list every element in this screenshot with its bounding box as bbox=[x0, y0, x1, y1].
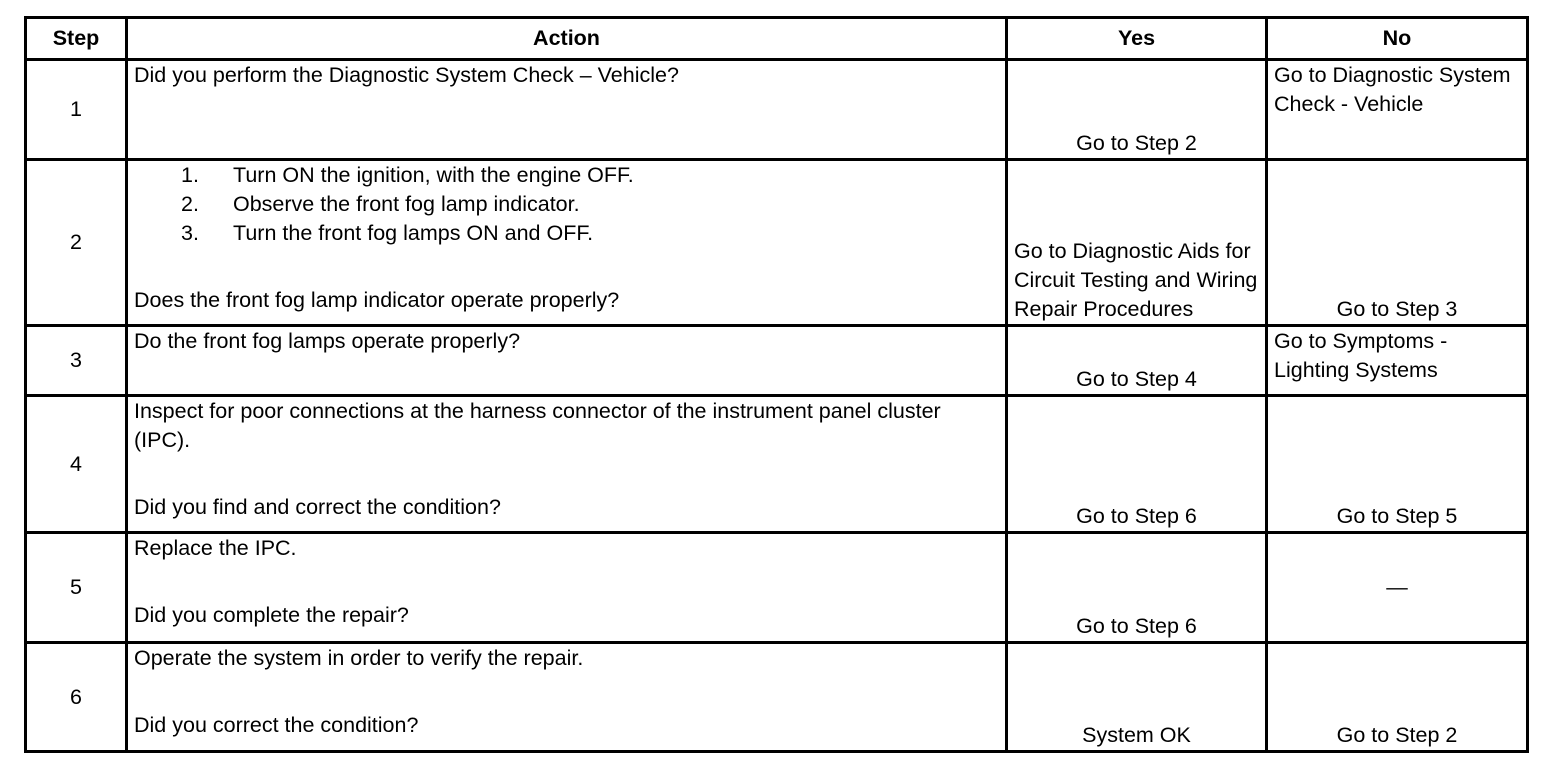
action-instruction: Operate the system in order to verify the repair. bbox=[134, 646, 584, 670]
step-number: 5 bbox=[26, 533, 127, 643]
list-number: 2. bbox=[181, 192, 199, 216]
action-steps-list bbox=[134, 161, 999, 248]
table-row bbox=[26, 326, 1528, 396]
action-instruction: Replace the IPC. bbox=[134, 536, 297, 560]
list-number: 3. bbox=[181, 221, 199, 245]
yes-cell: Go to Step 2 bbox=[1007, 60, 1267, 160]
action-cell bbox=[127, 60, 1007, 160]
step-number: 2 bbox=[26, 160, 127, 326]
list-number: 1. bbox=[181, 163, 199, 187]
table-row bbox=[26, 396, 1528, 533]
action-cell bbox=[127, 533, 1007, 643]
yes-cell: Go to Step 4 bbox=[1007, 326, 1267, 396]
action-question: Did you find and correct the condition? bbox=[134, 495, 501, 519]
list-item bbox=[181, 219, 999, 248]
action-cell bbox=[127, 643, 1007, 752]
table-row bbox=[26, 160, 1528, 326]
action-question: Did you complete the repair? bbox=[134, 603, 409, 627]
diagnostic-table bbox=[24, 16, 1529, 753]
header-yes: Yes bbox=[1007, 18, 1267, 60]
yes-cell: Go to Step 6 bbox=[1007, 533, 1267, 643]
step-number: 4 bbox=[26, 396, 127, 533]
no-cell: Go to Step 2 bbox=[1267, 643, 1528, 752]
list-text: Turn the front fog lamps ON and OFF. bbox=[233, 221, 594, 245]
step-number: 6 bbox=[26, 643, 127, 752]
no-cell: Go to Symptoms - Lighting Systems bbox=[1267, 326, 1528, 396]
action-question: Does the front fog lamp indicator operate properly? bbox=[134, 288, 620, 312]
action-question: Did you perform the Diagnostic System Check – Vehicle? bbox=[134, 63, 679, 87]
table-row bbox=[26, 533, 1528, 643]
header-step: Step bbox=[26, 18, 127, 60]
list-text: Observe the front fog lamp indicator. bbox=[233, 192, 580, 216]
list-text: Turn ON the ignition, with the engine OFF. bbox=[233, 163, 634, 187]
list-item bbox=[181, 190, 999, 219]
table-row bbox=[26, 60, 1528, 160]
table-row bbox=[26, 643, 1528, 752]
step-number: 3 bbox=[26, 326, 127, 396]
step-number: 1 bbox=[26, 60, 127, 160]
header-no: No bbox=[1267, 18, 1528, 60]
action-cell bbox=[127, 326, 1007, 396]
action-cell bbox=[127, 160, 1007, 326]
action-question: Did you correct the condition? bbox=[134, 713, 419, 737]
action-cell bbox=[127, 396, 1007, 533]
action-instruction: Inspect for poor connections at the harness connector of the instrument panel cluster (IPC). bbox=[134, 399, 941, 452]
no-cell: Go to Step 5 bbox=[1267, 396, 1528, 533]
yes-cell: Go to Step 6 bbox=[1007, 396, 1267, 533]
action-question: Do the front fog lamps operate properly? bbox=[134, 329, 521, 353]
yes-cell: Go to Diagnostic Aids for Circuit Testing and Wiring Repair Procedures bbox=[1007, 160, 1267, 326]
list-item bbox=[181, 161, 999, 190]
yes-cell: System OK bbox=[1007, 643, 1267, 752]
header-row bbox=[26, 18, 1528, 60]
no-cell: Go to Step 3 bbox=[1267, 160, 1528, 326]
no-cell: — bbox=[1267, 533, 1528, 643]
header-action: Action bbox=[127, 18, 1007, 60]
no-cell: Go to Diagnostic System Check - Vehicle bbox=[1267, 60, 1528, 160]
